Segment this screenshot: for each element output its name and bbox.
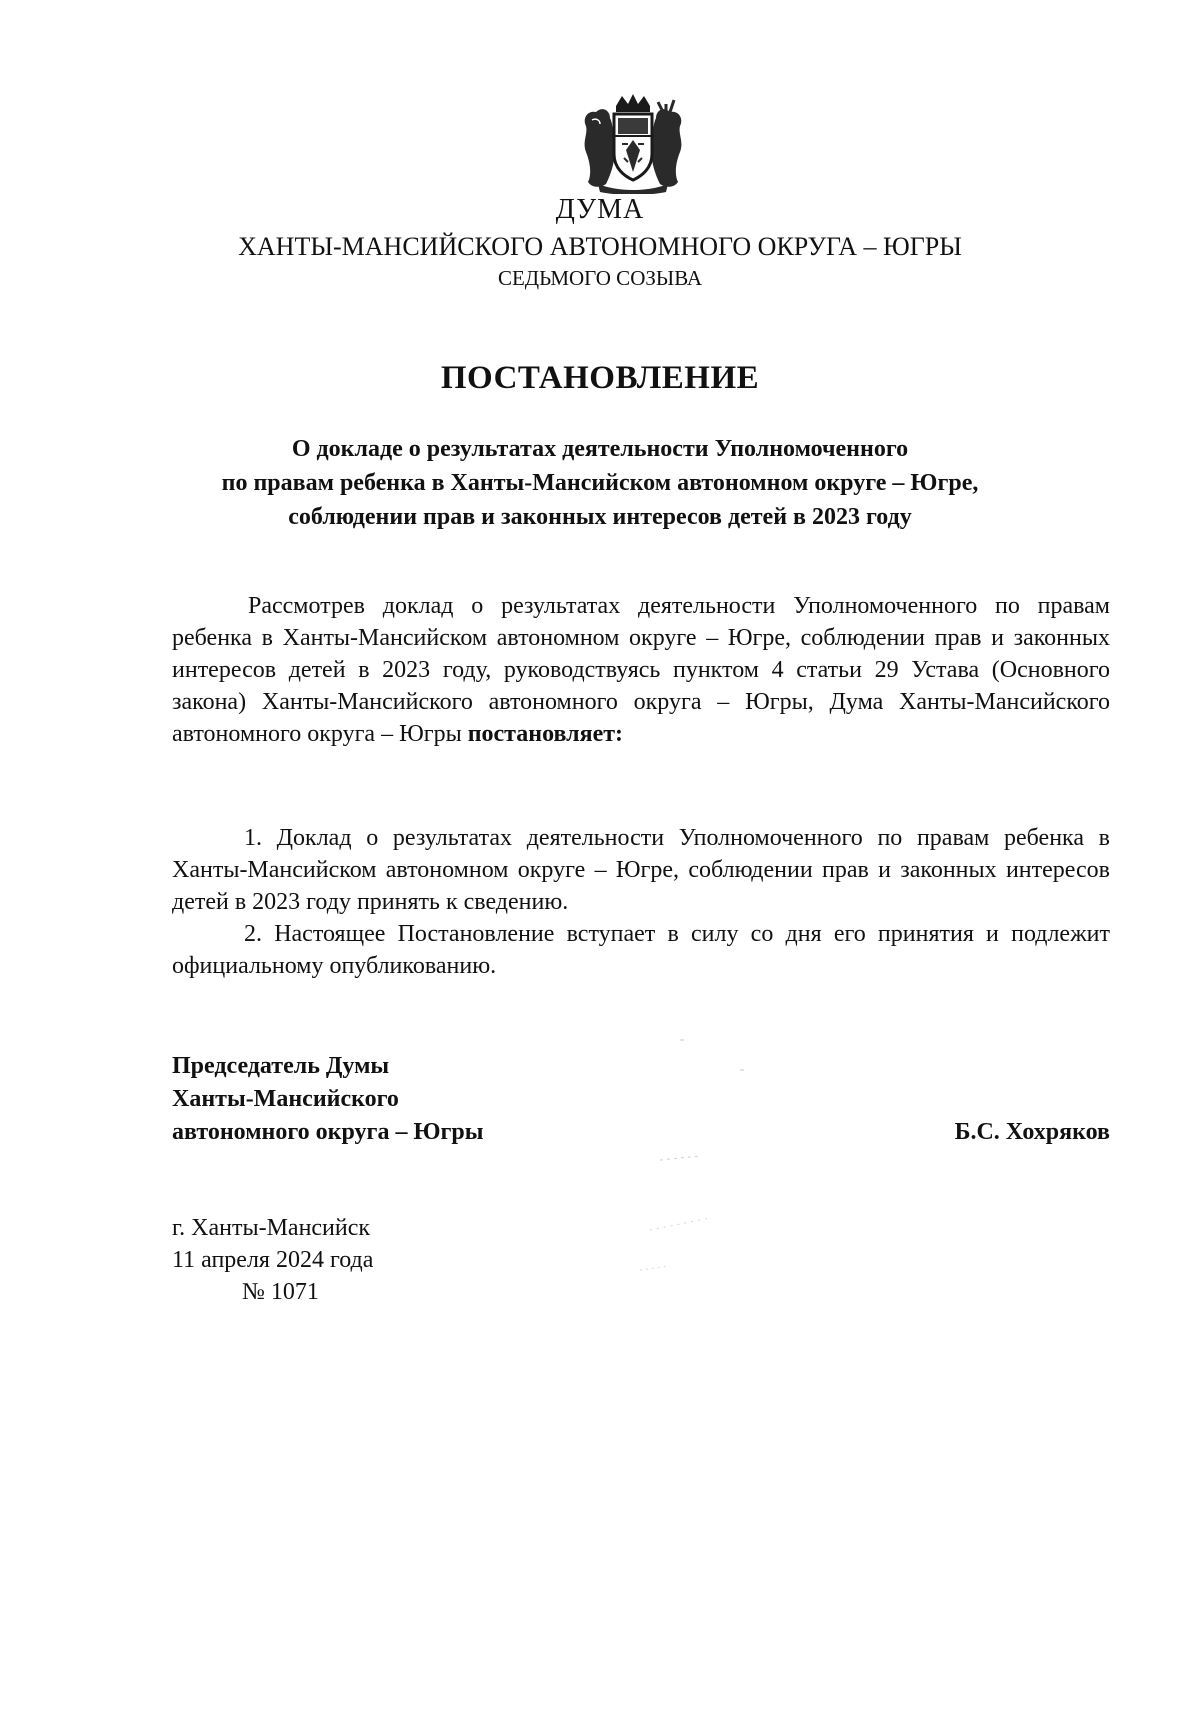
decree-item: 1. Доклад о результатах деятельности Уполномоченного по правам ребенка в Ханты-Мансийском автономном округе – Югре, соблюдении прав и законных интересов детей в 2023 году принять к сведению. [172, 825, 1110, 915]
subject-line: по правам ребенка в Ханты-Мансийском автономном округе – Югре, [221, 470, 979, 496]
coat-of-arms-icon [578, 92, 688, 194]
decree-items [172, 822, 1110, 982]
subject-line: соблюдении прав и законных интересов детей в 2023 году [288, 504, 912, 530]
document-number: № 1071 [242, 1279, 319, 1305]
document-subject [100, 432, 1100, 534]
preamble-text: Рассмотрев доклад о результатах деятельности Уполномоченного по правам ребенка в Ханты-Мансийском автономном округе – Югре, соблюдении прав и законных интересов детей в 2023 году, руководствуясь пунктом 4 статьи 29 Устава (Основного закона) Ханты-Мансийского автономного округа – Югры, Дума Ханты-Мансийского автономного округа – Югры [172, 593, 1110, 747]
preamble-paragraph [172, 590, 1110, 750]
document-place: г. Ханты-Мансийск [172, 1215, 371, 1241]
subject-line: О докладе о результатах деятельности Уполномоченного [291, 436, 909, 462]
signatory-name: Б.С. Хохряков [954, 1119, 1110, 1145]
signature-block [172, 1050, 1110, 1149]
document-footer [172, 1212, 373, 1308]
region-title: ХАНТЫ-МАНСИЙСКОГО АВТОНОМНОГО ОКРУГА – ЮГРЫ [238, 232, 962, 261]
document-date: 11 апреля 2024 года [172, 1247, 374, 1273]
decree-item: 2. Настоящее Постановление вступает в силу со дня его принятия и подлежит официальному опубликованию. [172, 921, 1110, 979]
decree-word: постановляет: [467, 721, 624, 747]
document-type-heading: ПОСТАНОВЛЕНИЕ [440, 360, 760, 396]
organization-title: ДУМА [555, 194, 645, 225]
signatory-title-line: Председатель Думы [172, 1053, 390, 1079]
signatory-title-line: автономного округа – Югры [172, 1119, 484, 1145]
convocation-title: СЕДЬМОГО СОЗЫВА [497, 266, 703, 290]
signatory-title-line: Ханты-Мансийского [172, 1086, 399, 1112]
